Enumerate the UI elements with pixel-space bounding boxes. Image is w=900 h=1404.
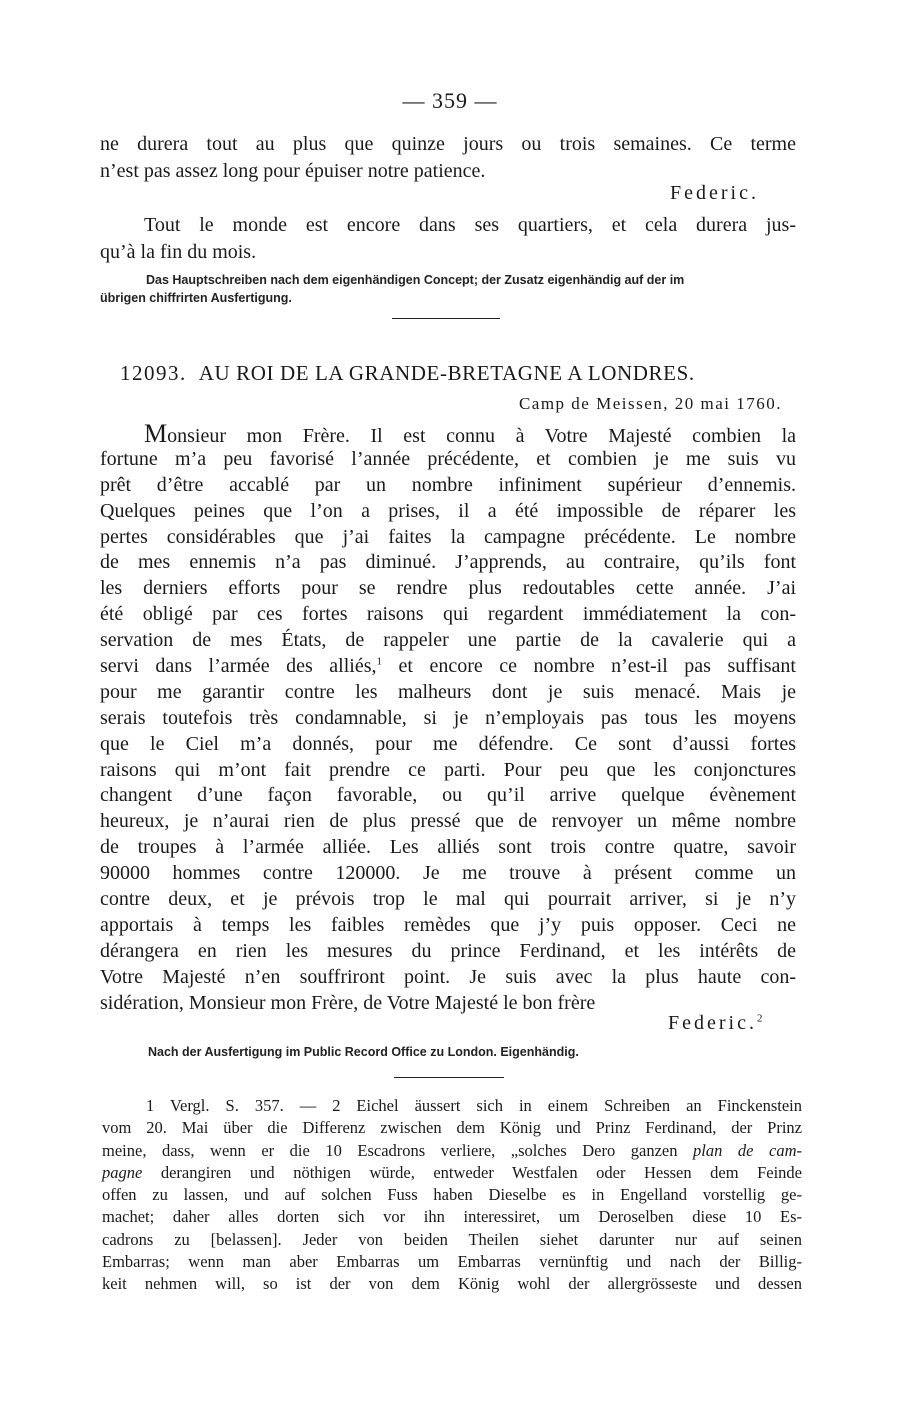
text-line: 90000 hommes contre 120000. Je me trouve à présent comme un: [100, 862, 796, 885]
text-line: [100, 421, 796, 447]
footnotes: [102, 1095, 802, 1296]
note-line: übrigen chiffrirten Ausfertigung.: [100, 291, 292, 305]
letter-source-note: [148, 1043, 579, 1061]
footnote-marker: 2: [756, 1012, 766, 1025]
previous-letter-ending: [100, 131, 796, 185]
text-line: prêt d’être accablé par un nombre infiniment supérieur d’ennemis.: [100, 473, 796, 496]
text-line-content: servi dans l’armée des alliés,: [100, 655, 377, 678]
footnote-line: [102, 1140, 802, 1162]
text-line: pertes considérables que j’ai faites la campagne précédente. Le nombre: [100, 525, 796, 548]
footnote-line: offen zu lassen, und auf solchen Fuss haben Dieselbe es in Engelland vorstellig ge-: [102, 1185, 802, 1205]
text-line: changent d’une façon favorable, ou qu’il arrive quelque évènement: [100, 784, 796, 807]
text-line: apportais à temps les faibles remèdes que j’y puis opposer. Ceci ne: [100, 913, 796, 936]
note-line: Das Hauptschreiben nach dem eigenhändigen Concept; der Zusatz eigenhändig auf der im: [146, 273, 685, 287]
text-line-content: onsieur mon Frère. Il est connu à Votre Majesté combien la: [167, 425, 796, 447]
text-line: Tout le monde est encore dans ses quartiers, et cela durera jus-: [144, 214, 796, 236]
footnote-line: [102, 1162, 802, 1184]
letter-number: 12093.: [120, 361, 187, 385]
page-number: — 359 —: [402, 88, 498, 113]
letter-heading: [120, 361, 780, 386]
note-line: Nach der Ausfertigung im Public Record Office zu London. Eigenhändig.: [148, 1045, 579, 1059]
footnote-italic: pagne: [102, 1162, 143, 1182]
letter-signature: [668, 1012, 765, 1035]
footnote-line: Embarras; wenn man aber Embarras um Embarras vernünftig und nach der Billig-: [102, 1252, 802, 1272]
text-line: de troupes à l’armée alliée. Les alliés sont trois contre quatre, savoir: [100, 836, 796, 859]
text-line: contre deux, et je prévois trop le mal qui pourrait arriver, si je n’y: [100, 888, 796, 911]
footnote-line: cadrons zu [belassen]. Jeder von beiden Theilen siehet darunter nur auf seinen: [102, 1229, 802, 1249]
text-line: heureux, je n’aurai rien de plus pressé que de renvoyer un même nombre: [100, 810, 796, 833]
text-line: sidération, Monsieur mon Frère, de Votre Majesté le bon frère: [100, 991, 596, 1014]
text-line: [100, 654, 796, 680]
letter-place-date: Camp de Meissen, 20 mai 1760.: [518, 394, 782, 413]
footnote-line: 1 Vergl. S. 357. — 2 Eichel äussert sich in einem Schreiben an Finckenstein: [146, 1096, 802, 1115]
letter-body: [100, 421, 796, 1016]
text-line: servation de mes États, de rappeler une partie de la cavalerie qui a: [100, 629, 796, 652]
text-line: Votre Majesté n’en souffriront point. Je suis avec la plus haute con-: [100, 965, 796, 988]
text-line: serais toutefois très condamnable, si je n’employais pas tous les moyens: [100, 706, 796, 729]
footnote-text: derangiren und nöthigen würde, entweder Westfalen oder Hessen dem Feinde: [142, 1162, 802, 1182]
footnote-divider: [394, 1077, 504, 1078]
text-line: les derniers efforts pour se rendre plus redoutables cette année. J’ai: [100, 577, 796, 600]
footnote-text: meine, dass, wenn er die 10 Escadrons verliere, „solches Dero ganzen: [102, 1140, 694, 1160]
previous-letter-source-note: [100, 271, 796, 307]
text-line: de mes ennemis n’a pas diminué. J’apprends, au contraire, qu’ils font: [100, 551, 796, 574]
salutation-initial: M: [144, 419, 168, 448]
signature-text: Federic.: [668, 1012, 757, 1034]
letter-title: AU ROI DE LA GRANDE-BRETAGNE A LONDRES.: [198, 361, 695, 385]
footnote-italic: plan de cam-: [693, 1140, 802, 1160]
text-line: ne durera tout au plus que quinze jours ou trois semaines. Ce terme: [100, 133, 796, 155]
footnote-line: keit nehmen will, so ist der von dem König wohl der allergrösseste und dessen: [102, 1274, 802, 1294]
text-line: Quelques peines que l’on a prises, il a été impossible de réparer les: [100, 499, 796, 522]
section-divider: [392, 318, 500, 319]
footnote-line: machet; daher alles dorten sich vor ihn interessiret, um Deroselben diese 10 Es-: [102, 1207, 802, 1227]
previous-letter-postscript: [100, 212, 796, 266]
text-line: qu’à la fin du mois.: [100, 241, 257, 263]
previous-letter-signature: Federic.: [670, 182, 759, 204]
text-line: que le Ciel m’a donnés, pour me défendre. Ce sont d’aussi fortes: [100, 732, 796, 755]
text-line: fortune m’a peu favorisé l’année précédente, et combien je me suis vu: [100, 447, 796, 470]
text-line: dérangera en rien les mesures du prince Ferdinand, et les intérêts de: [100, 939, 796, 962]
text-line: été obligé par ces fortes raisons qui regardent immédiatement la con-: [100, 603, 796, 626]
text-line: n’est pas assez long pour épuiser notre patience.: [100, 160, 486, 182]
text-line-content: et encore ce nombre n’est-il pas suffisant: [382, 655, 796, 678]
text-line: raisons qui m’ont fait prendre ce parti. Pour peu que les conjonctures: [100, 758, 796, 781]
footnote-line: vom 20. Mai über die Differenz zwischen dem König und Prinz Ferdinand, der Prinz: [102, 1118, 802, 1138]
footnote-marker: 1: [376, 655, 383, 668]
text-line: pour me garantir contre les malheurs dont je suis menacé. Mais je: [100, 680, 796, 703]
